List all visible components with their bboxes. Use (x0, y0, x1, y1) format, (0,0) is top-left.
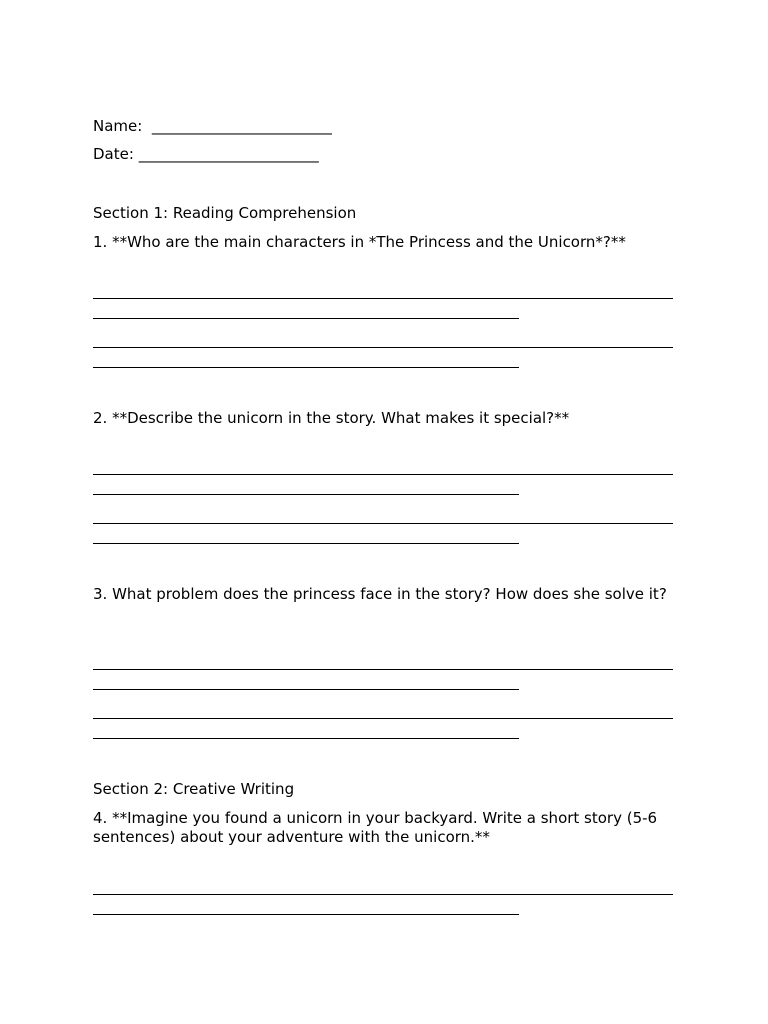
answer-line (93, 914, 519, 915)
answer-line (93, 523, 673, 524)
answer-line (93, 367, 519, 368)
section-2-heading: Section 2: Creative Writing (93, 780, 295, 798)
question-3: 3. What problem does the princess face in the story? How does she solve it? (93, 585, 667, 603)
answer-line (93, 474, 673, 475)
answer-line (93, 738, 519, 739)
answer-line (93, 494, 519, 495)
answer-line (93, 689, 519, 690)
answer-line (93, 543, 519, 544)
date-row (93, 145, 319, 164)
answer-line (93, 298, 673, 299)
answer-line (93, 894, 673, 895)
name-label: Name: (93, 117, 143, 135)
question-4: 4. **Imagine you found a unicorn in your backyard. Write a short story (5-6 sentences) about your adventure with the unicorn.** (93, 809, 658, 846)
date-blank: ________________________ (138, 145, 319, 163)
question-1: 1. **Who are the main characters in *The Princess and the Unicorn*?** (93, 233, 626, 251)
answer-line (93, 669, 673, 670)
answer-line (93, 318, 519, 319)
name-blank: ________________________ (151, 117, 332, 135)
date-label: Date: (93, 145, 134, 163)
answer-line (93, 718, 673, 719)
question-2: 2. **Describe the unicorn in the story. What makes it special?** (93, 409, 570, 427)
answer-line (93, 347, 673, 348)
name-row (93, 117, 332, 136)
section-1-heading: Section 1: Reading Comprehension (93, 204, 357, 222)
